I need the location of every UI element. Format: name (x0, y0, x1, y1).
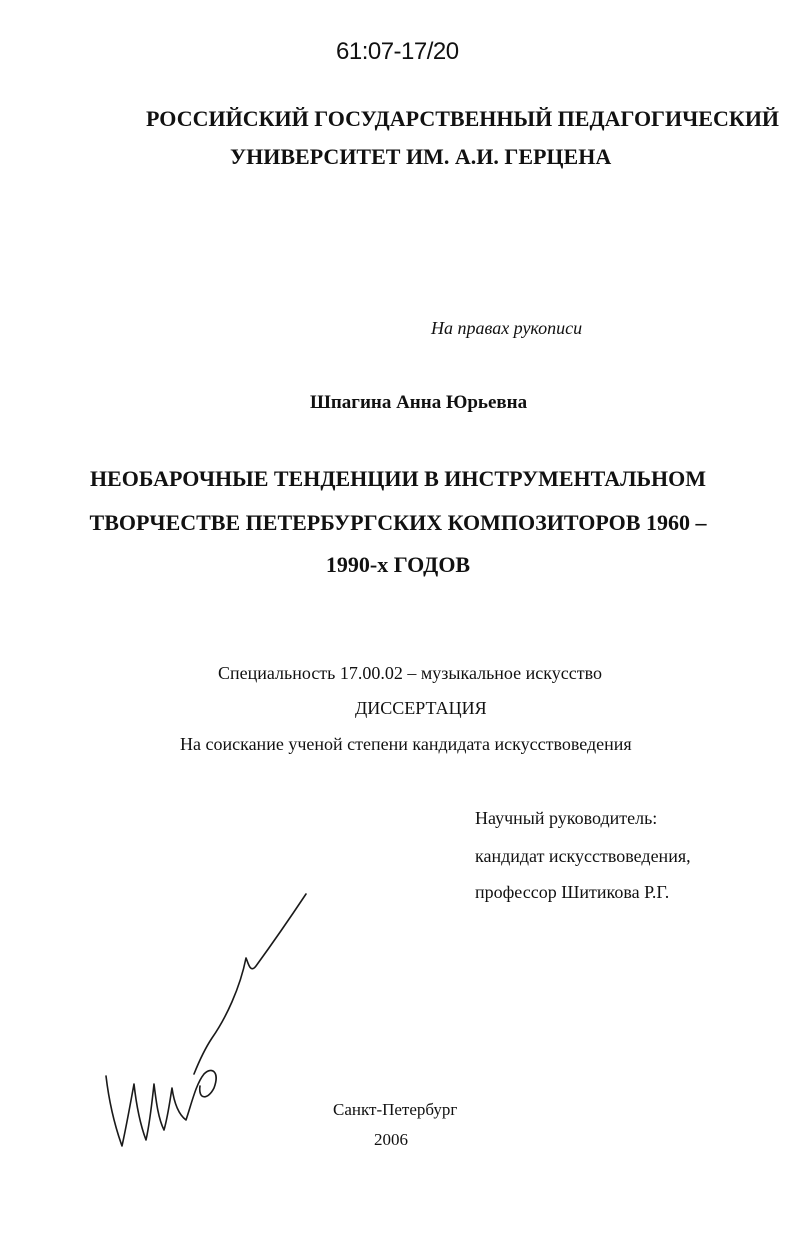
signature-letters (106, 1070, 216, 1146)
rights-note: На правах рукописи (431, 318, 583, 338)
specialty: Специальность 17.00.02 – музыкальное искусство (218, 663, 602, 683)
city: Санкт-Петербург (333, 1100, 458, 1119)
supervisor-label: Научный руководитель: (475, 808, 658, 828)
title-line-2: ТВОРЧЕСТВЕ ПЕТЕРБУРГСКИХ КОМПОЗИТОРОВ 1960 – (89, 510, 707, 535)
institution-line-2: УНИВЕРСИТЕТ ИМ. А.И. ГЕРЦЕНА (230, 144, 612, 169)
title-line-1: НЕОБАРОЧНЫЕ ТЕНДЕНЦИИ В ИНСТРУМЕНТАЛЬНОМ (89, 466, 707, 491)
year: 2006 (374, 1130, 408, 1149)
title-line-3: 1990-х ГОДОВ (325, 552, 471, 577)
document-code: 61:07-17/20 (336, 38, 459, 65)
supervisor-name: профессор Шитикова Р.Г. (475, 882, 670, 902)
author-name: Шпагина Анна Юрьевна (310, 392, 528, 413)
institution-line-1: РОССИЙСКИЙ ГОСУДАРСТВЕННЫЙ ПЕДАГОГИЧЕСКИЙ (146, 106, 780, 131)
degree-statement: На соискание ученой степени кандидата искусствоведения (180, 734, 632, 754)
signature-long-stroke (194, 894, 306, 1074)
handwritten-signature (100, 888, 320, 1158)
supervisor-title: кандидат искусствоведения, (475, 846, 691, 866)
document-type: ДИССЕРТАЦИЯ (355, 698, 487, 718)
